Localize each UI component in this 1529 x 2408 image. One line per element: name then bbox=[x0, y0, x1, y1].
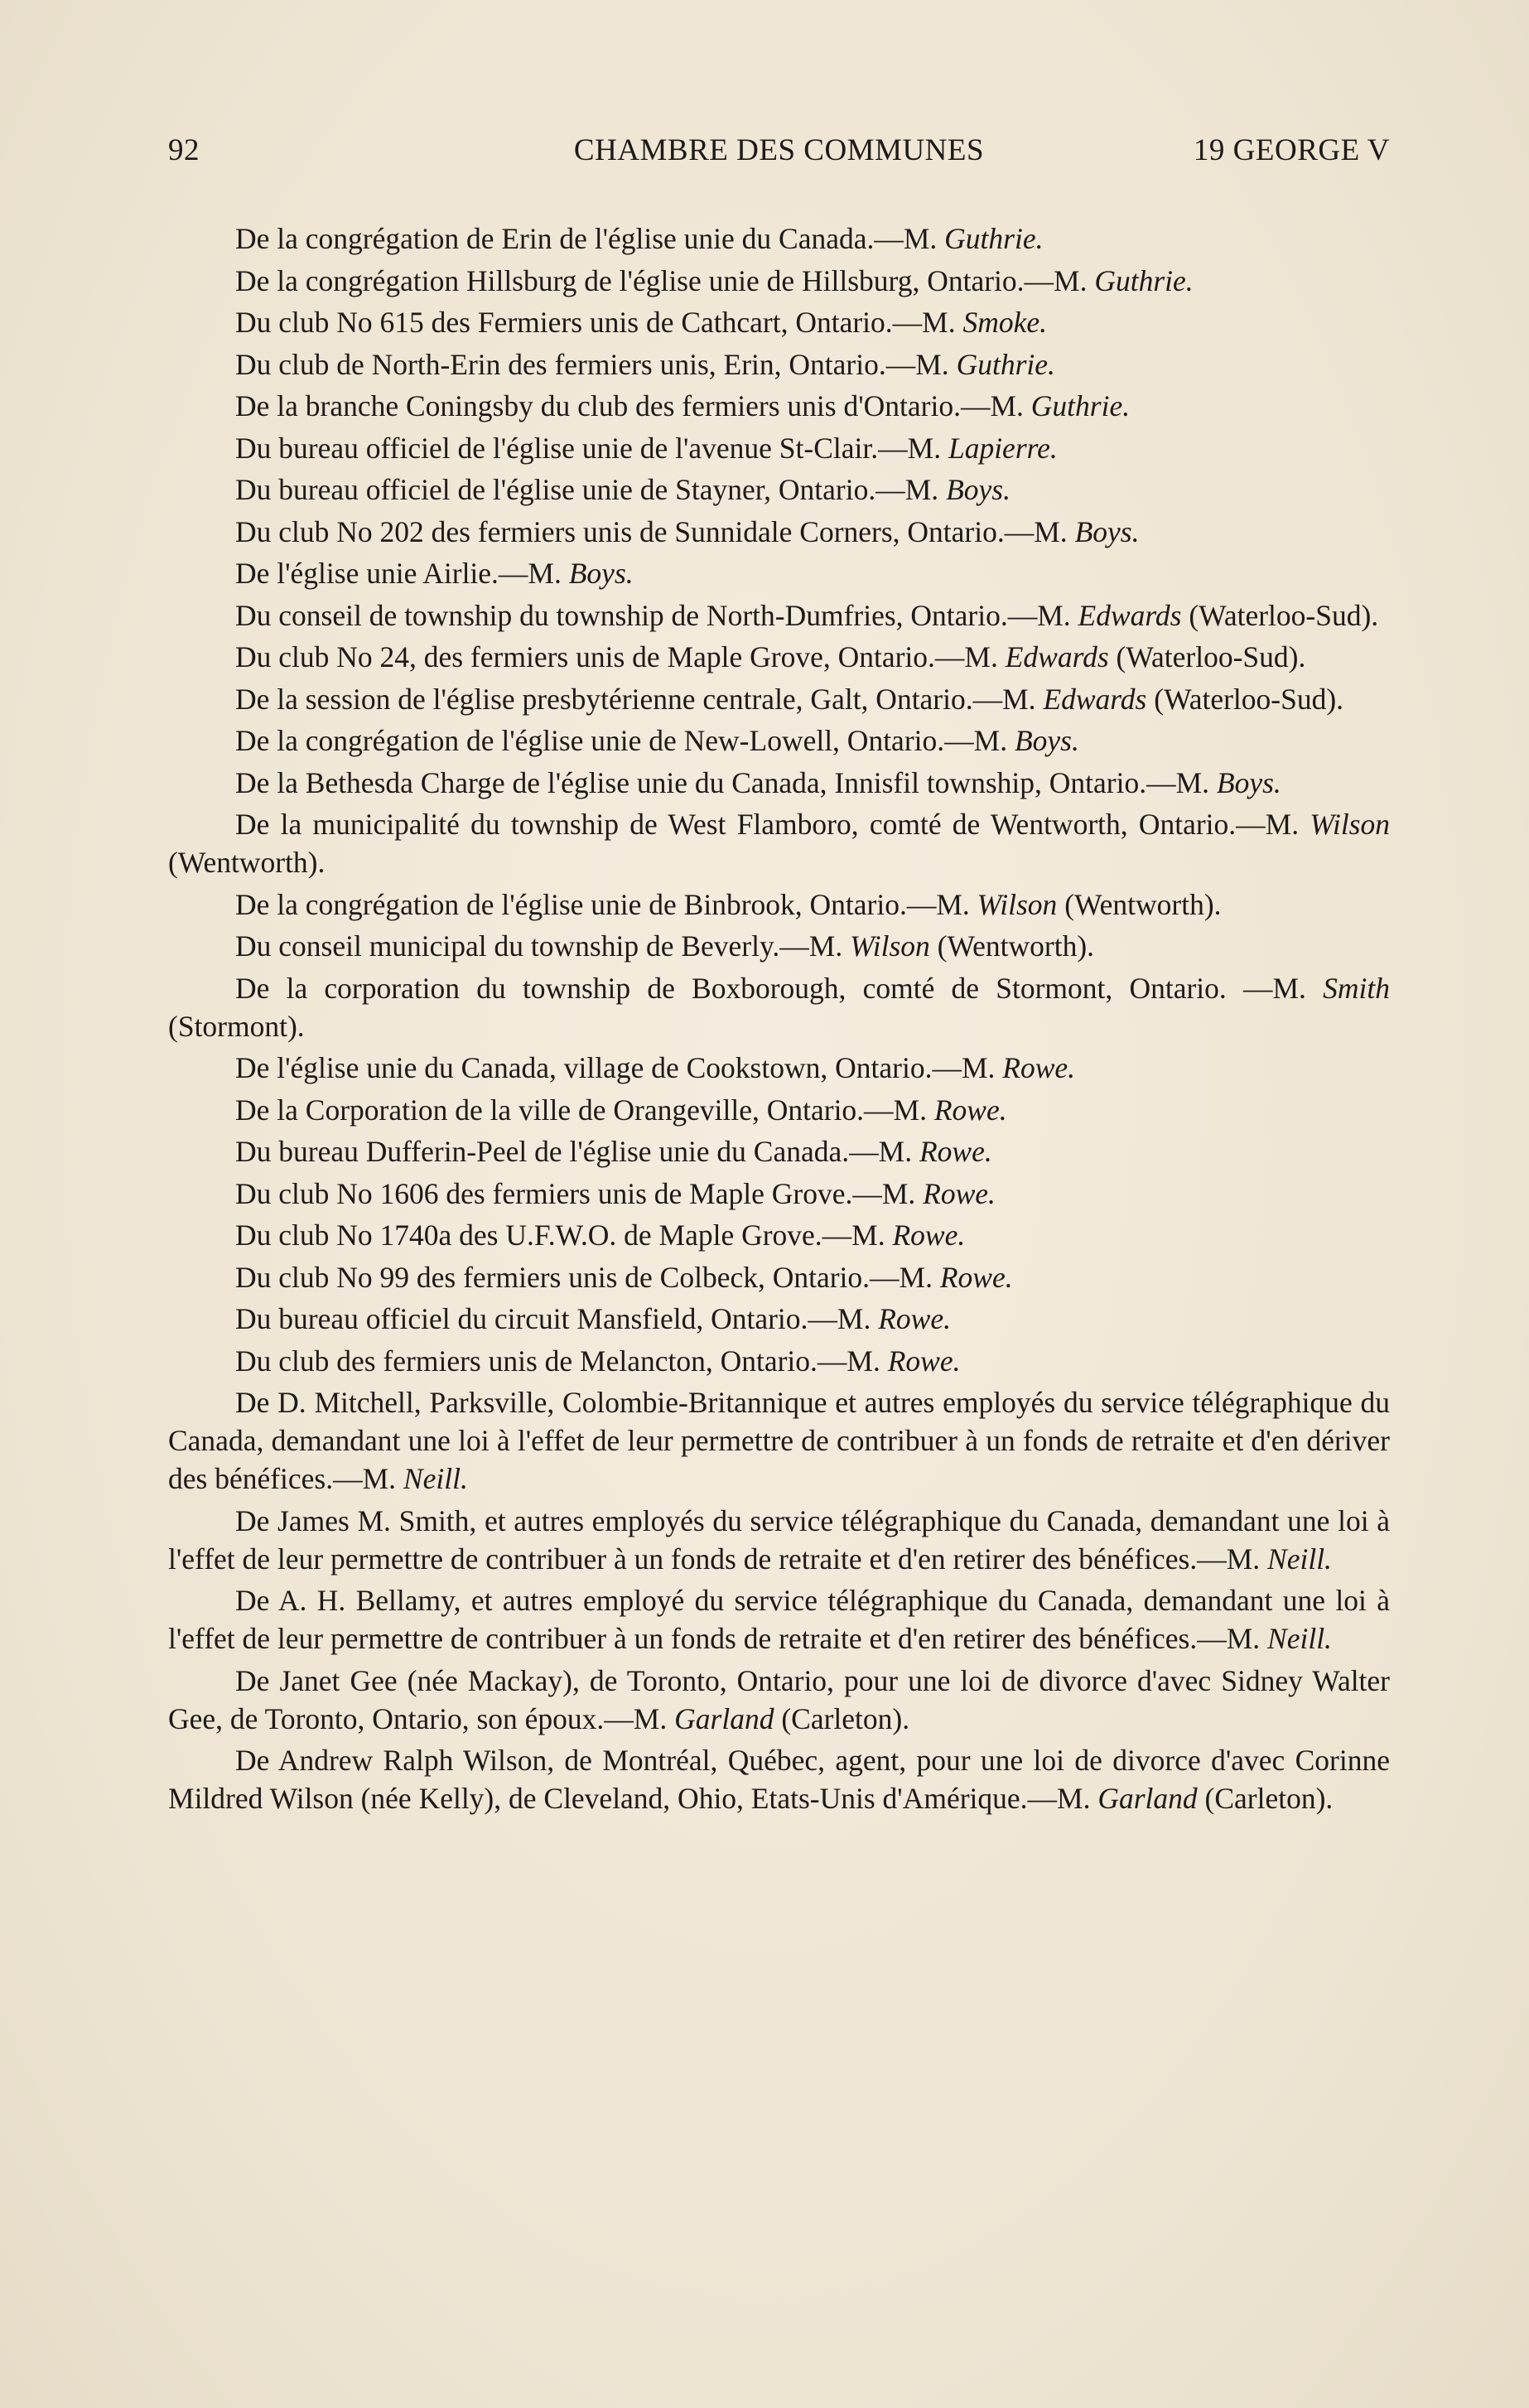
member-name: Wilson bbox=[977, 887, 1058, 921]
petition-text: Du bureau officiel de l'église unie de l'avenue St-Clair.—M. bbox=[235, 431, 948, 465]
member-name: Smith bbox=[1323, 971, 1390, 1005]
petition-text: Du bureau officiel de l'église unie de Stayner, Ontario.—M. bbox=[235, 473, 947, 506]
petition-text: Du club No 99 des fermiers unis de Colbeck, Ontario.—M. bbox=[235, 1260, 940, 1294]
petition-entry bbox=[168, 303, 1390, 341]
petition-text: De l'église unie du Canada, village de Cookstown, Ontario.—M. bbox=[235, 1051, 1003, 1084]
petition-text: De D. Mitchell, Parksville, Colombie-Britannique et autres employés du service télégraphique du Canada, demandant une loi à l'effet de leur permettre de contribuer à un fonds de retraite et d'en dériver des bénéfices.—M. bbox=[168, 1386, 1390, 1495]
petition-entry bbox=[168, 1300, 1390, 1338]
member-name: Guthrie. bbox=[1094, 263, 1194, 297]
member-name: Guthrie. bbox=[944, 222, 1044, 255]
petition-text: Du club No 1606 des fermiers unis de Maple Grove.—M. bbox=[235, 1176, 924, 1210]
member-name: Garland bbox=[1097, 1782, 1198, 1815]
page-number: 92 bbox=[168, 133, 200, 167]
member-name: Guthrie. bbox=[956, 347, 1055, 381]
riding-suffix: (Wentworth). bbox=[1057, 887, 1222, 921]
member-name: Neill. bbox=[1267, 1542, 1332, 1576]
page-title: CHAMBRE DES COMMUNES bbox=[573, 133, 985, 167]
petition-text: De la branche Coningsby du club des fermiers unis d'Ontario.—M. bbox=[235, 389, 1031, 422]
petition-entry bbox=[168, 1091, 1390, 1129]
riding-suffix: (Waterloo-Sud). bbox=[1181, 598, 1379, 632]
petition-entry bbox=[168, 1662, 1390, 1738]
petition-text: Du club No 202 des fermiers unis de Sunnidale Corners, Ontario.—M. bbox=[235, 514, 1075, 548]
petition-text: De la session de l'église presbytérienne centrale, Galt, Ontario.—M. bbox=[235, 682, 1044, 716]
member-name: Smoke. bbox=[962, 306, 1048, 339]
member-name: Wilson bbox=[1310, 808, 1390, 841]
petition-entry bbox=[168, 220, 1390, 258]
petition-entry bbox=[168, 969, 1390, 1045]
petition-entry bbox=[168, 680, 1390, 718]
member-name: Rowe. bbox=[939, 1260, 1013, 1294]
petition-text: Du club No 1740a des U.F.W.O. de Maple Grove.—M. bbox=[235, 1218, 893, 1252]
riding-suffix: (Stormont). bbox=[168, 1009, 305, 1043]
petition-entry bbox=[168, 1502, 1390, 1578]
petition-text: De la congrégation Hillsburg de l'église unie de Hillsburg, Ontario.—M. bbox=[235, 263, 1095, 297]
riding-suffix: (Waterloo-Sud). bbox=[1108, 640, 1306, 673]
petition-text: De James M. Smith, et autres employés du service télégraphique du Canada, demandant une loi à l'effet de leur permettre de contribuer à un fonds de retraite et d'en retirer des bénéfices.—M. bbox=[168, 1503, 1390, 1576]
page-header bbox=[168, 133, 1390, 172]
member-name: Neill. bbox=[1267, 1622, 1332, 1655]
petition-text: De la Bethesda Charge de l'église unie du Canada, Innisfil township, Ontario.—M. bbox=[235, 765, 1217, 799]
riding-suffix: (Wentworth). bbox=[929, 929, 1095, 963]
petition-entry bbox=[168, 513, 1390, 551]
petition-text: De la congrégation de l'église unie de Binbrook, Ontario.—M. bbox=[235, 887, 977, 921]
member-name: Edwards bbox=[1043, 682, 1147, 716]
petition-text: De la municipalité du township de West Flamboro, comté de Wentworth, Ontario.—M. bbox=[235, 808, 1310, 841]
member-name: Rowe. bbox=[887, 1344, 961, 1378]
petition-text: Du club No 615 des Fermiers unis de Cathcart, Ontario.—M. bbox=[235, 306, 963, 339]
petitions-list bbox=[168, 220, 1390, 1822]
member-name: Boys. bbox=[946, 473, 1010, 506]
petition-entry bbox=[168, 387, 1390, 425]
riding-suffix: (Waterloo-Sud). bbox=[1146, 682, 1344, 716]
petition-text: Du bureau officiel du circuit Mansfield, Ontario.—M. bbox=[235, 1302, 879, 1335]
member-name: Garland bbox=[674, 1701, 774, 1735]
petition-entry bbox=[168, 345, 1390, 384]
member-name: Wilson bbox=[850, 929, 930, 963]
petition-text: De Andrew Ralph Wilson, de Montréal, Québec, agent, pour une loi de divorce d'avec Corinne Mildred Wilson (née Kelly), de Cleveland, Ohio, Etats-Unis d'Amérique.—M. bbox=[168, 1744, 1390, 1815]
petition-text: Du club No 24, des fermiers unis de Maple Grove, Ontario.—M. bbox=[235, 640, 1006, 673]
petition-entry bbox=[168, 429, 1390, 467]
petition-entry bbox=[168, 1175, 1390, 1213]
petition-entry bbox=[168, 805, 1390, 881]
petition-text: Du conseil municipal du township de Beverly.—M. bbox=[235, 929, 851, 963]
petition-text: Du club des fermiers unis de Melancton, Ontario.—M. bbox=[235, 1344, 888, 1378]
petition-text: De la congrégation de l'église unie de New-Lowell, Ontario.—M. bbox=[235, 724, 1015, 757]
petition-entry bbox=[168, 638, 1390, 676]
member-name: Rowe. bbox=[923, 1176, 996, 1210]
petition-text: De l'église unie Airlie.—M. bbox=[235, 557, 569, 590]
member-name: Rowe. bbox=[892, 1218, 966, 1252]
petition-entry bbox=[168, 1741, 1390, 1817]
petition-text: De Janet Gee (née Mackay), de Toronto, Ontario, pour une loi de divorce d'avec Sidney Walter Gee, de Toronto, Ontario, son époux.—M. bbox=[168, 1663, 1390, 1735]
petition-entry bbox=[168, 1383, 1390, 1498]
petition-text: Du club de North-Erin des fermiers unis, Erin, Ontario.—M. bbox=[235, 347, 957, 381]
petition-entry bbox=[168, 1581, 1390, 1658]
petition-text: De A. H. Bellamy, et autres employé du service télégraphique du Canada, demandant une loi à l'effet de leur permettre de contribuer à un fonds de retraite et d'en retirer des bénéfices.—M. bbox=[168, 1584, 1390, 1655]
member-name: Edwards bbox=[1078, 598, 1182, 632]
petition-text: De la congrégation de Erin de l'église unie du Canada.—M. bbox=[235, 222, 945, 255]
member-name: Boys. bbox=[1216, 765, 1281, 799]
petition-entry bbox=[168, 596, 1390, 635]
petition-entry bbox=[168, 721, 1390, 760]
member-name: Rowe. bbox=[1002, 1051, 1076, 1084]
riding-suffix: (Carleton). bbox=[1197, 1782, 1334, 1815]
member-name: Rowe. bbox=[933, 1093, 1007, 1127]
riding-suffix: (Wentworth). bbox=[168, 846, 326, 879]
petition-entry bbox=[168, 554, 1390, 592]
petition-entry bbox=[168, 886, 1390, 924]
petition-text: De la corporation du township de Boxborough, comté de Stormont, Ontario. —M. bbox=[235, 971, 1324, 1005]
member-name: Rowe. bbox=[878, 1302, 951, 1335]
petition-text: De la Corporation de la ville de Orangeville, Ontario.—M. bbox=[235, 1093, 934, 1127]
member-name: Rowe. bbox=[919, 1135, 992, 1168]
member-name: Guthrie. bbox=[1030, 389, 1131, 422]
petition-text: Du conseil de township du township de North-Dumfries, Ontario.—M. bbox=[235, 598, 1078, 632]
petition-entry bbox=[168, 1049, 1390, 1087]
member-name: Edwards bbox=[1005, 640, 1109, 673]
petition-entry bbox=[168, 927, 1390, 965]
member-name: Boys. bbox=[1014, 724, 1079, 757]
petition-text: Du bureau Dufferin-Peel de l'église unie du Canada.—M. bbox=[235, 1135, 919, 1168]
member-name: Lapierre. bbox=[948, 431, 1058, 465]
petition-entry bbox=[168, 1216, 1390, 1254]
petition-entry bbox=[168, 764, 1390, 802]
member-name: Boys. bbox=[1074, 514, 1140, 548]
petition-entry bbox=[168, 471, 1390, 509]
riding-suffix: (Carleton). bbox=[774, 1701, 910, 1735]
petition-entry bbox=[168, 1258, 1390, 1296]
reign-label: 19 GEORGE V bbox=[1193, 133, 1390, 167]
petition-entry bbox=[168, 1132, 1390, 1170]
petition-entry bbox=[168, 262, 1390, 300]
member-name: Boys. bbox=[568, 557, 634, 590]
member-name: Neill. bbox=[403, 1462, 468, 1495]
petition-entry bbox=[168, 1342, 1390, 1380]
